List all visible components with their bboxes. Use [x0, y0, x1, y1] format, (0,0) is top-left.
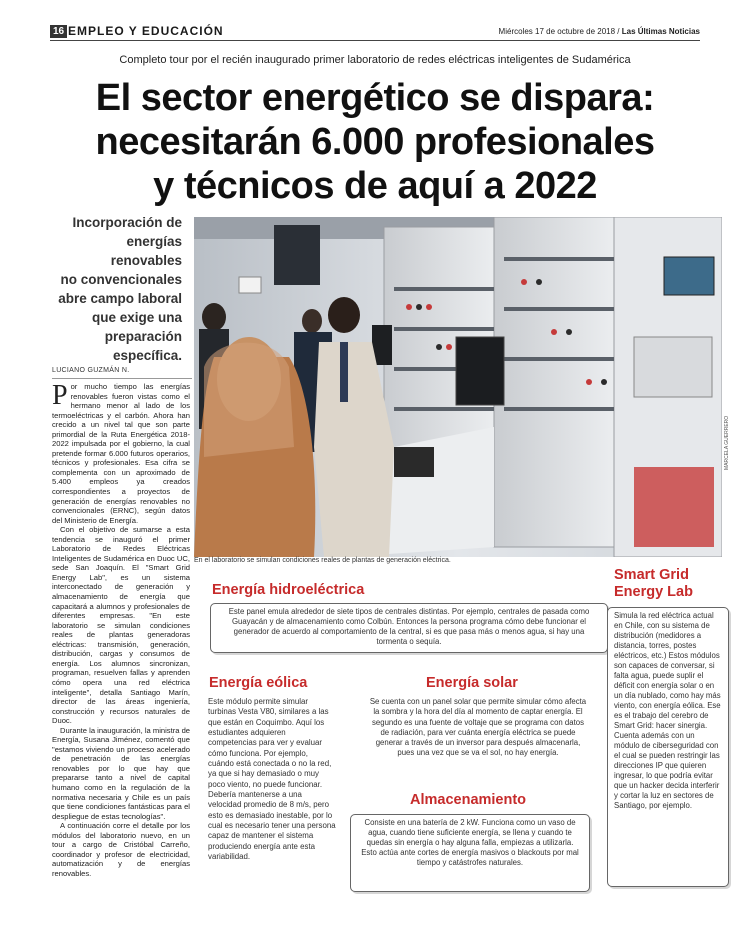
hydro-box: Este panel emula alrededor de siete tipos de centrales distintas. Por ejemplo, centrales de pasada como Guayacán y de almacenamiento como Colbún. Entonces la persona programa cómo debe funcionar el generador de acuerdo al comportamiento de la central, si es que pasa más o menos agua, si hay una tormenta o sequía. [210, 603, 608, 653]
storage-title: Almacenamiento [410, 792, 527, 808]
article-body [52, 382, 190, 878]
section-title: EMPLEO Y EDUCACIÓN [68, 24, 224, 38]
photo-caption: En el laboratorio se simulan condiciones reales de plantas de generación eléctrica. [194, 557, 451, 564]
lead-line: Incorporación de [72, 215, 182, 230]
header-date [499, 27, 700, 37]
lead-line: específica. [112, 348, 182, 363]
lab-photo-illustration [194, 217, 722, 557]
byline: LUCIANO GUZMÁN N. [52, 367, 130, 374]
headline-line-2: necesitarán 6.000 profesionales [95, 121, 655, 163]
smartgrid-title-line-1: Smart Grid [614, 567, 689, 583]
headline [40, 76, 710, 208]
lead-line: preparación [104, 329, 182, 344]
smartgrid-title [614, 567, 693, 601]
newspaper-name: Las Últimas Noticias [621, 27, 700, 36]
solar-title: Energía solar [426, 675, 518, 691]
page-number: 16 [50, 25, 67, 38]
body-paragraph-1 [52, 382, 190, 525]
date-separator: / [615, 27, 622, 36]
lead-line: abre campo laboral [58, 291, 182, 306]
dropcap: P [52, 380, 68, 411]
body-paragraph-2: Con el objetivo de sumarse a esta tendencia se inauguró el primer Laboratorio de Redes Eléctricas Inteligentes de Sudamérica en Duoc UC, sede San Joaquín. El "Smart Grid Energy Lab", es un sistema interconectado de generación y almacenamiento de energía que capacitará a alumnos y profesionales de diferentes empresas. "En este laboratorio se simulan condiciones reales de plantas generadoras eléctricas: transmisión, generación, distribución, cargas y consumos de energía. Los alumnos sincronizan, programan, resuelven fallas y aprenden cómo opera una red eléctrica inteligente", detalla Santiago Marín, director de las áreas ingeniería, construcción y recursos naturales de Duoc. [52, 525, 190, 726]
headline-line-3: y técnicos de aquí a 2022 [153, 165, 597, 207]
hydro-title: Energía hidroeléctrica [212, 582, 365, 598]
body-paragraph-1-text: or mucho tiempo las energías renovables fueron vistas como el hermano menor al lado de los termoeléctricas y el carbón. Ahora han crecido a un nivel tal que son parte primordial de la Ruta Energética 2018-2022 impulsada por el gobierno, la cual pretende formar 6.000 futuros operarios, técnicos y profesionales. Esa cifra se complementa con un aproximado de 5.400 empleos ya creados correspondientes a proyectos de generación de energías renovables no convencionales (ERNC), según datos del Ministerio de Energía. [52, 382, 190, 525]
kicker: Completo tour por el recién inaugurado primer laboratorio de redes eléctricas inteligentes de Sudamérica [119, 54, 631, 66]
smartgrid-title-line-2: Energy Lab [614, 584, 693, 600]
lead-summary [52, 213, 182, 365]
byline-rule [52, 378, 192, 379]
date-text: Miércoles 17 de octubre de 2018 [498, 27, 616, 36]
photo-credit: MARCELA GUERRERO [724, 415, 730, 470]
wind-title: Energía eólica [209, 675, 308, 691]
wind-text: Este módulo permite simular turbinas Vesta V80, similares a las que están en Coquimbo. Aquí los estudiantes adquieren competencias para ver y evaluar cómo funciona. Por ejemplo, cuándo está conectada o no la red, ya que si hay demasiado o muy poco viento, no puede funcionar. Debería mantenerse a una velocidad promedio de 8 m/s, pero esto es demasiado inestable, por lo cual es necesario tener una persona capaz de mantener el sistema produciendo energía ante esta variabilidad. [208, 697, 336, 862]
storage-box: Consiste en una batería de 2 kW. Funciona como un vaso de agua, cuando tiene suficiente energía, se llena y cuando te quedas sin energía o hay alguna falla, empiezas a utilizarla. Esto actúa ante cortes de energía masivos o blackouts por mal tiempo y catástrofes naturales. [350, 814, 590, 892]
smartgrid-box: Simula la red eléctrica actual en Chile, con su sistema de distribución (medidores a distancia, torres, postes eléctricos, etc.) Estos módulos son capaces de conversar, si falta agua, puede suplir el déficit con energía solar o en un día nublado, como hay más viento, con energía eólica. Ese es el trabajo del cerebro de Smart Grid: hacer sinergia. Cuenta además con un módulo de ciberseguridad con el cual se pueden restringir las direcciones IP que quieren ingresar, lo que podría evitar que un hacker decida interferir y cortar la luz en sectores de Santiago, por ejemplo. [607, 607, 729, 887]
headline-line-1: El sector energético se dispara: [95, 77, 655, 119]
page-header [50, 24, 700, 41]
lead-line: que exige una [91, 310, 182, 325]
solar-text: Se cuenta con un panel solar que permite simular cómo afecta la sombra y la hora del día al momento de captar energía. El segundo es una fuente de voltaje que se programa con datos de radiación, para ver cuánta energía eléctrica se puede generar a través de un inversor para después almacenarla, pues una vez que se va el sol, no hay energía. [369, 697, 587, 758]
body-paragraph-3: Durante la inauguración, la ministra de Energía, Susana Jiménez, comentó que "estamos viviendo un proceso acelerado de penetración de las energías renovables por lo que hay que prepararse tanto a nivel de capital humano como en la regulación de la normativa necesaria y Chile es un país que tiene condiciones fantásticas para el despliegue de estas tecnologías". [52, 725, 191, 821]
body-paragraph-4: A continuación corre el detalle por los módulos del laboratorio nuevo, en un tour a cargo de Cristóbal Carreño, coordinador y profesor de electricidad, automatización y de energías renovables. [52, 821, 190, 878]
lab-photo [194, 217, 722, 557]
lead-line: energías renovables [110, 234, 182, 268]
lead-line: no convencionales [60, 272, 182, 287]
